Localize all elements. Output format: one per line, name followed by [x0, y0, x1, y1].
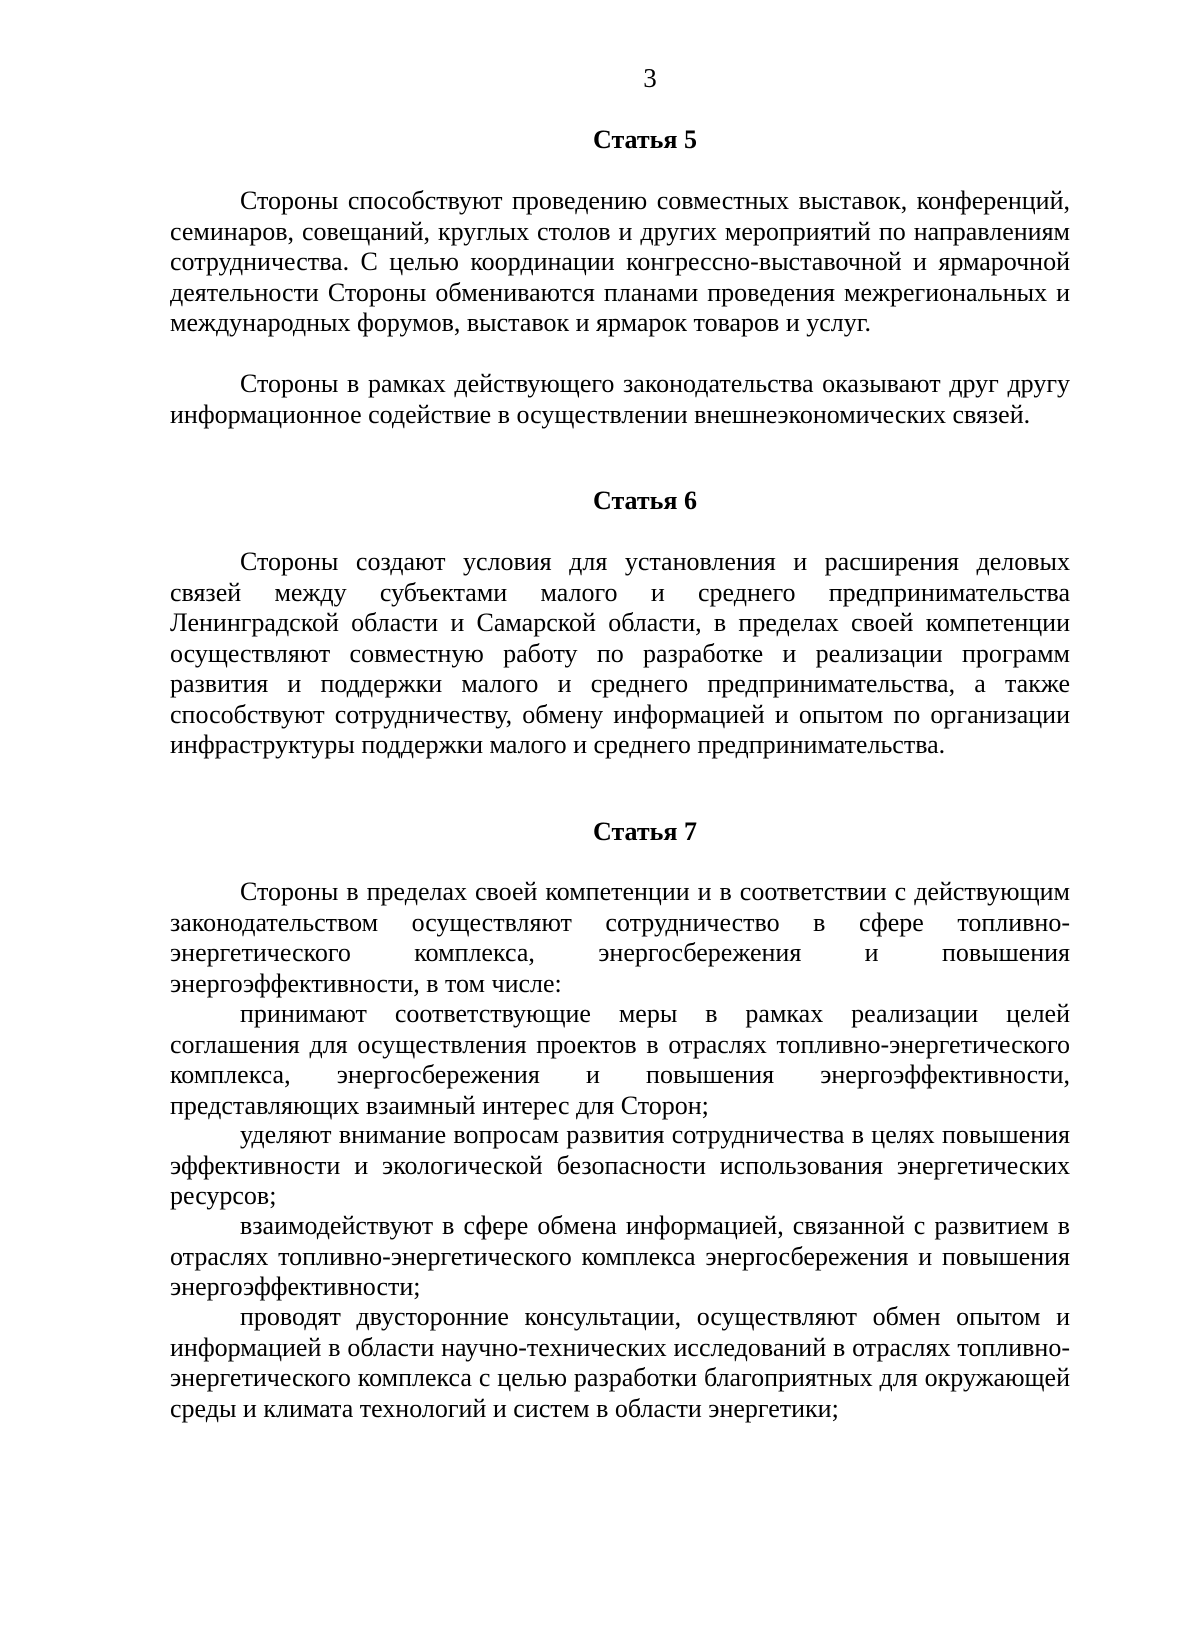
- page-number: 3: [643, 63, 657, 93]
- article-7-paragraph-5: проводят двусторонние консультации, осуществляют обмен опытом и информацией в области научно-технических исследований в отраслях топливно-энергетического комплекса с целью разработки благоприятных для окружающей среды и климата технологий и систем в области энергетики;: [170, 1302, 1070, 1423]
- article-5-paragraph-1: Стороны способствуют проведению совместных выставок, конференций, семинаров, совещаний, круглых столов и других мероприятий по направлениям сотрудничества. С целью координации конгрессно-выставочной и ярмарочной деятельности Стороны обмениваются планами проведения межрегиональных и международных форумов, выставок и ярмарок товаров и услуг.: [170, 186, 1070, 337]
- article-7-paragraph-4: взаимодействуют в сфере обмена информацией, связанной с развитием в отраслях топливно-энергетического комплекса энергосбережения и повышения энергоэффективности;: [170, 1211, 1070, 1301]
- article-7-paragraph-3: уделяют внимание вопросам развития сотрудничества в целях повышения эффективности и экологической безопасности использования энергетических ресурсов;: [170, 1120, 1070, 1210]
- article-6-heading: Статья 6: [593, 486, 697, 515]
- article-6-paragraph-1: Стороны создают условия для установления и расширения деловых связей между субъектами малого и среднего предпринимательства Ленинградской области и Самарской области, в пределах своей компетенции осуществляют совместную работу по разработке и реализации программ развития и поддержки малого и среднего предпринимательства, а также способствуют сотрудничеству, обмену информацией и опытом по организации инфраструктуры поддержки малого и среднего предпринимательства.: [170, 547, 1070, 759]
- article-5-heading: Статья 5: [593, 125, 697, 154]
- article-5-paragraph-2: Стороны в рамках действующего законодательства оказывают друг другу информационное содействие в осуществлении внешнеэкономических связей.: [170, 369, 1070, 429]
- article-7-paragraph-2: принимают соответствующие меры в рамках реализации целей соглашения для осуществления проектов в отраслях топливно-энергетического комплекса, энергосбережения и повышения энергоэффективности, представляющих взаимный интерес для Сторон;: [170, 999, 1070, 1120]
- article-7-paragraph-1: Стороны в пределах своей компетенции и в соответствии с действующим законодательством осуществляют сотрудничество в сфере топливно-энергетического комплекса, энергосбережения и повышения энергоэффективности, в том числе:: [170, 877, 1070, 998]
- article-7-heading: Статья 7: [593, 817, 697, 846]
